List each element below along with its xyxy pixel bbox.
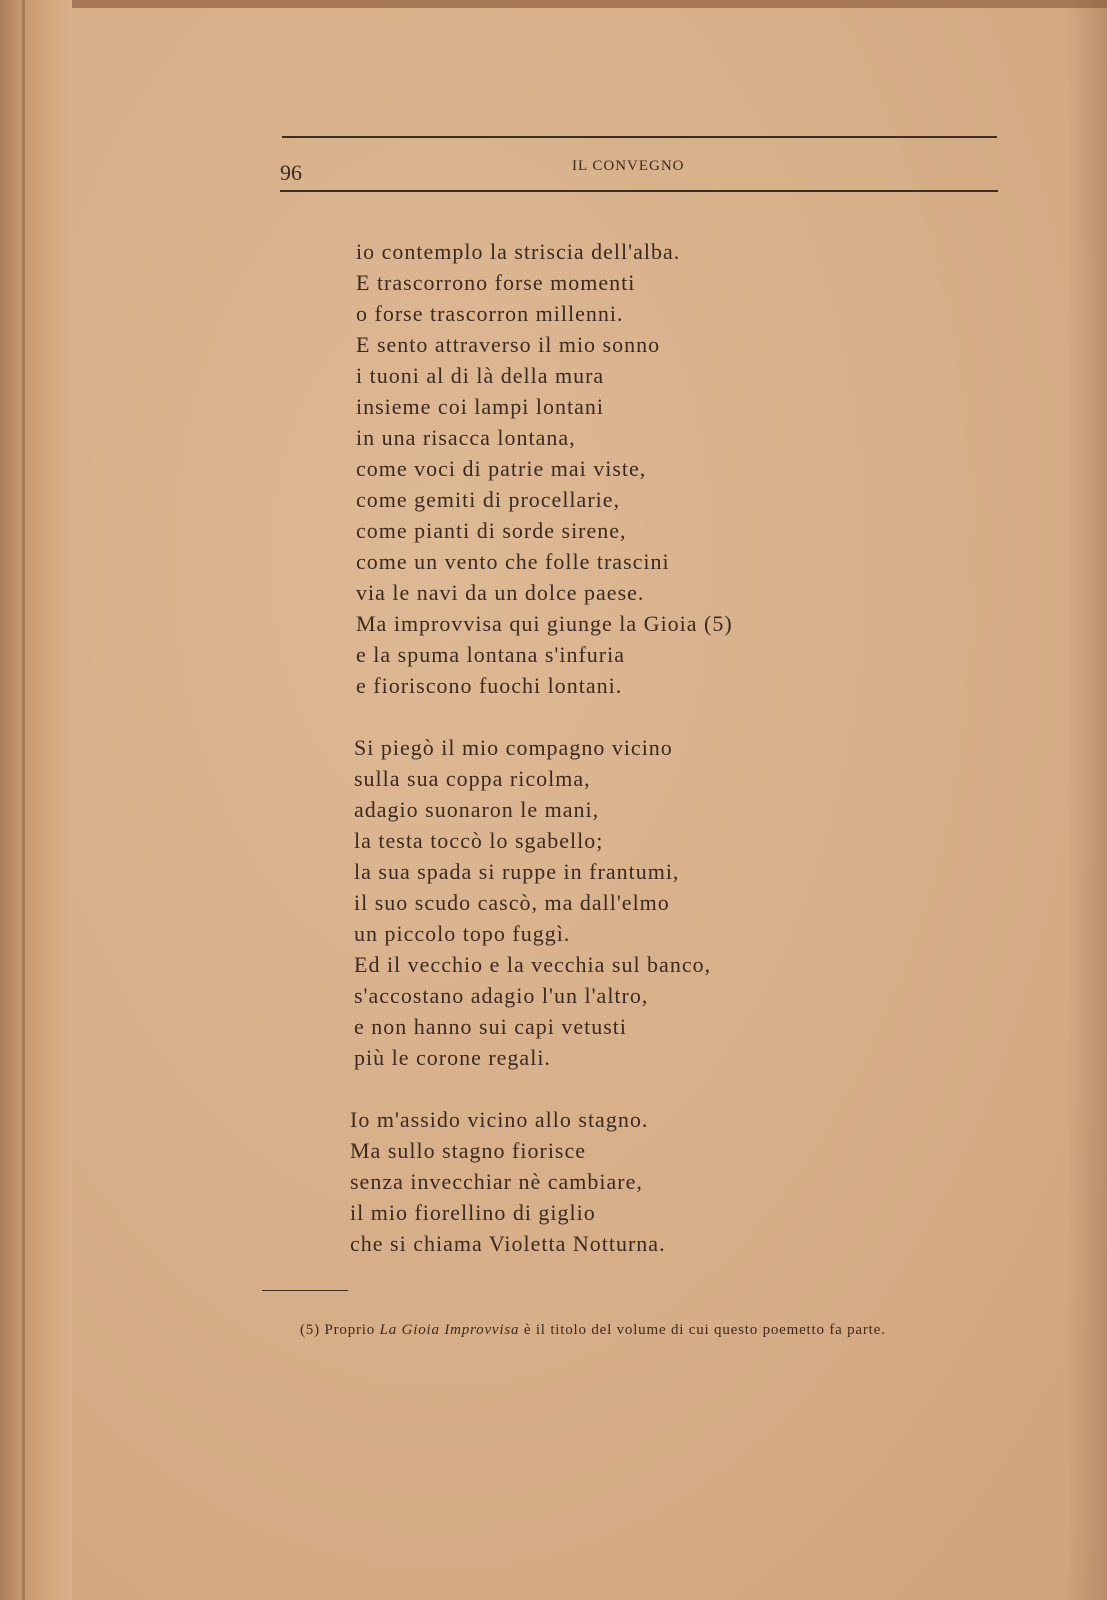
poem-line: Si piegò il mio compagno vicino bbox=[354, 735, 673, 760]
poem-line: che si chiama Violetta Notturna. bbox=[350, 1231, 666, 1256]
footnote-divider bbox=[262, 1290, 348, 1291]
poem-line: Ma sullo stagno fiorisce bbox=[350, 1138, 587, 1163]
page-right-shadow bbox=[1067, 0, 1107, 1600]
page-top-edge bbox=[0, 0, 1107, 8]
poem-line: il mio fiorellino di giglio bbox=[350, 1200, 596, 1225]
footnote-book-title: La Gioia Improvvisa bbox=[379, 1322, 520, 1338]
poem-line: E trascorrono forse momenti bbox=[356, 270, 636, 295]
poem-line: i tuoni al di là della mura bbox=[356, 363, 605, 388]
poem-line: e la spuma lontana s'infuria bbox=[356, 642, 626, 667]
poem-line: la testa toccò lo sgabello; bbox=[354, 828, 604, 853]
poem-line: più le corone regali. bbox=[354, 1045, 551, 1070]
footnote bbox=[262, 1322, 992, 1339]
poem-line: Io m'assido vicino allo stagno. bbox=[350, 1107, 649, 1132]
poem-line: senza invecchiar nè cambiare, bbox=[350, 1169, 643, 1194]
poem-line: in una risacca lontana, bbox=[356, 425, 576, 450]
poem-line: come gemiti di procellarie, bbox=[356, 487, 621, 512]
stanza-2 bbox=[354, 732, 826, 1073]
page-number: 96 bbox=[280, 160, 302, 185]
poem-line: come pianti di sorde sirene, bbox=[356, 518, 627, 543]
poem-line: o forse trascorron millenni. bbox=[356, 301, 624, 326]
poem-line: la sua spada si ruppe in frantumi, bbox=[354, 859, 680, 884]
footnote-marker: (5) bbox=[300, 1322, 320, 1338]
poem-line: e fioriscono fuochi lontani. bbox=[356, 673, 623, 698]
poem-line: io contemplo la striscia dell'alba. bbox=[356, 239, 681, 264]
page-gutter bbox=[0, 0, 72, 1600]
poem-line: come voci di patrie mai viste, bbox=[356, 456, 647, 481]
header-rule-top bbox=[282, 136, 997, 138]
poem-line: un piccolo topo fuggì. bbox=[354, 921, 571, 946]
poem-body bbox=[350, 236, 826, 1259]
header-rule-bottom bbox=[280, 190, 998, 192]
gutter-fold bbox=[22, 0, 25, 1600]
footnote-text-after: è il titolo del volume di cui questo poemetto fa parte. bbox=[523, 1322, 886, 1338]
poem-line: E sento attraverso il mio sonno bbox=[356, 332, 661, 357]
stanza-3 bbox=[350, 1104, 826, 1259]
poem-line: come un vento che folle trascini bbox=[356, 549, 670, 574]
poem-line: e non hanno sui capi vetusti bbox=[354, 1014, 628, 1039]
running-title: IL CONVEGNO bbox=[572, 158, 685, 174]
poem-line: via le navi da un dolce paese. bbox=[356, 580, 645, 605]
poem-line: Ed il vecchio e la vecchia sul banco, bbox=[354, 952, 712, 977]
poem-line: il suo scudo cascò, ma dall'elmo bbox=[354, 890, 670, 915]
footnote-text-before: Proprio bbox=[324, 1322, 376, 1338]
poem-line: s'accostano adagio l'un l'altro, bbox=[354, 983, 649, 1008]
poem-line: adagio suonaron le mani, bbox=[354, 797, 600, 822]
poem-line: sulla sua coppa ricolma, bbox=[354, 766, 591, 791]
stanza-1 bbox=[356, 236, 826, 701]
poem-line: Ma improvvisa qui giunge la Gioia (5) bbox=[356, 611, 733, 636]
poem-line: insieme coi lampi lontani bbox=[356, 394, 605, 419]
